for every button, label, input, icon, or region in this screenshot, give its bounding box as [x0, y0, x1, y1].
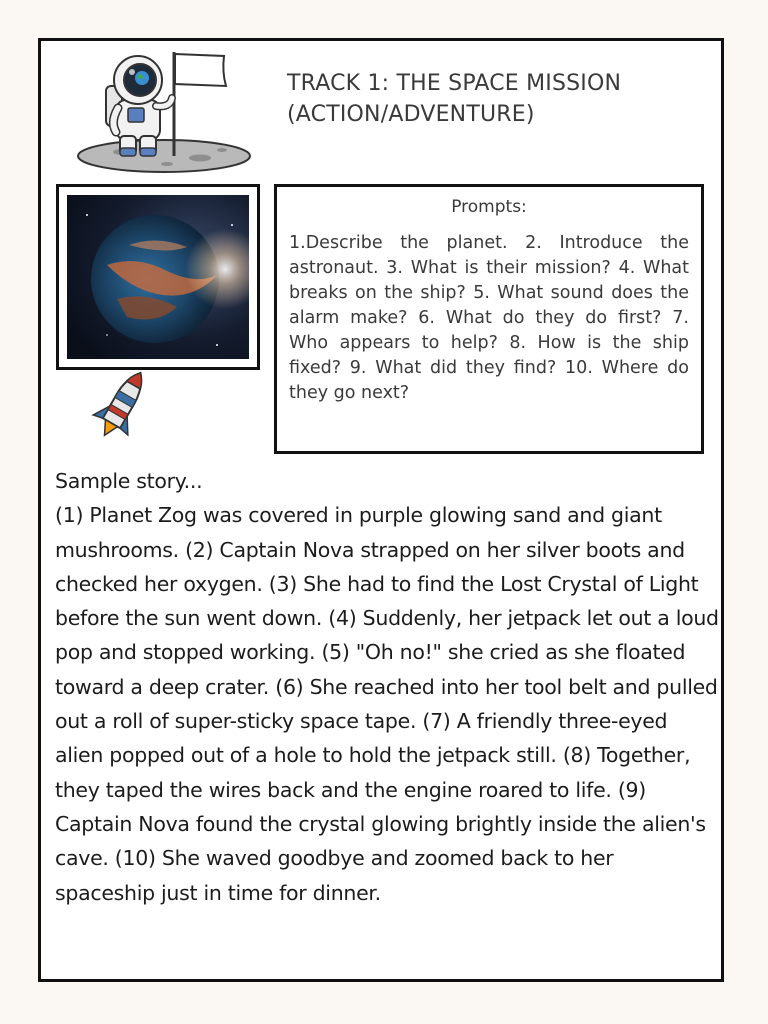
planet-earth-image	[67, 195, 249, 359]
track-title	[287, 68, 707, 130]
rocket-icon	[82, 364, 162, 446]
story-body: (1) Planet Zog was covered in purple glowing sand and giant mushrooms. (2) Captain Nova strapped on her silver boots and checked her oxygen. (3) She had to find the Lost Crystal of Light before the sun went down. (4) Suddenly, her jetpack let out a loud pop and stopped working. (5) "Oh no!" she cried as she floated toward a deep crater. (6) She reached into her tool belt and pulled out a roll of super-sticky space tape. (7) A friendly three-eyed alien popped out of a hole to hold the jetpack still. (8) Together, they taped the wires back and the engine roared to life. (9) Captain Nova found the crystal glowing brightly inside the alien's cave. (10) She waved goodbye and zoomed back to her spaceship just in time for dinner.	[55, 503, 719, 905]
prompts-box	[274, 184, 704, 454]
track-title-line1: TRACK 1: THE SPACE MISSION	[287, 71, 622, 96]
story-heading: Sample story...	[55, 469, 203, 493]
track-title-line2: (ACTION/ADVENTURE)	[287, 102, 535, 127]
prompts-heading: Prompts:	[451, 197, 527, 217]
planet-image-frame	[56, 184, 260, 370]
sample-story	[55, 464, 719, 910]
prompts-list: 1.Describe the planet. 2. Introduce the astronaut. 3. What is their mission? 4. What breaks on the ship? 5. What sound does the alarm make? 6. What do they do first? 7. Who appears to help? 8. How is the ship fixed? 9. What did they find? 10. Where do they go next?	[289, 233, 689, 403]
astronaut-with-flag-icon	[72, 44, 252, 174]
